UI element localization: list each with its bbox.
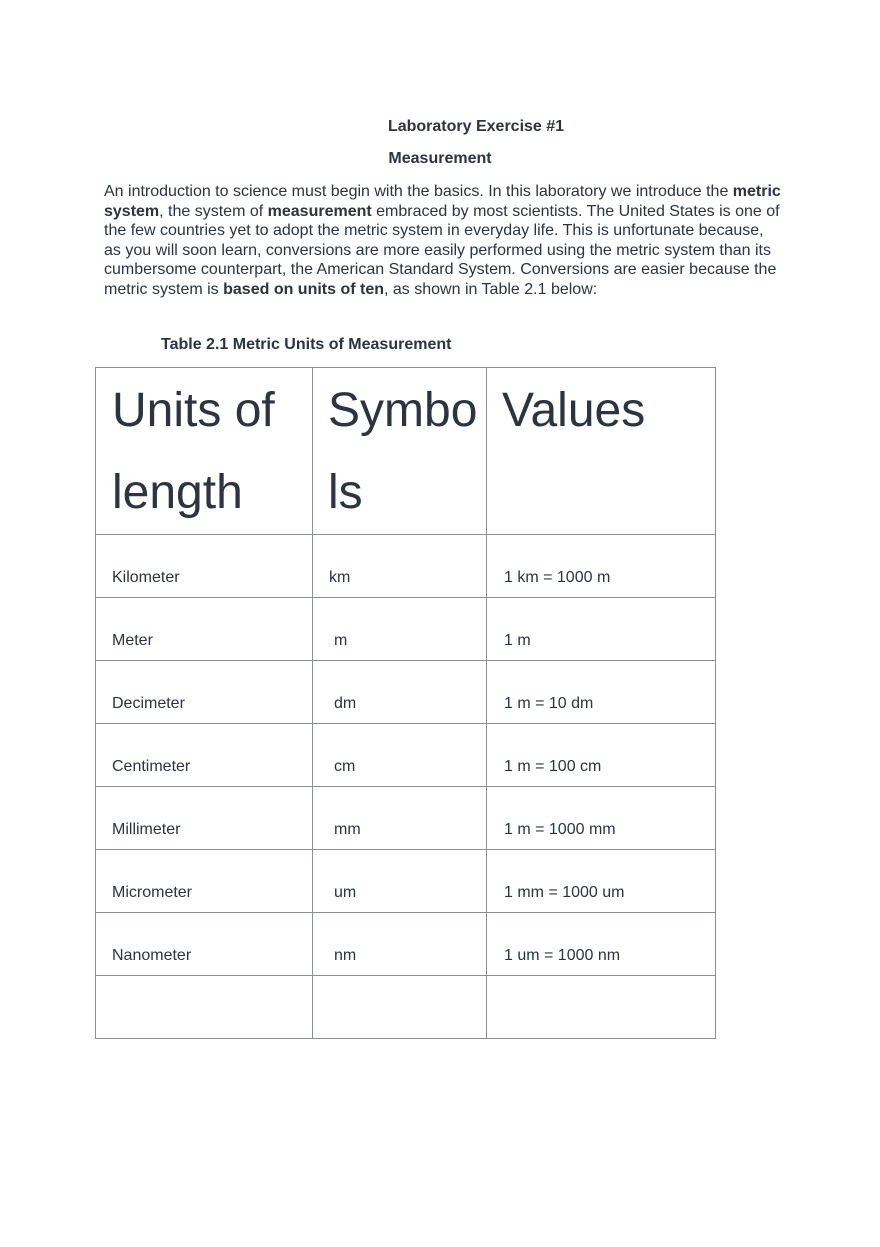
- unit-value-cell: 1 km = 1000 m: [487, 535, 716, 598]
- unit-symbol-cell: um: [313, 850, 487, 913]
- table-row: [96, 850, 716, 913]
- unit-symbol-cell: dm: [313, 661, 487, 724]
- intro-bold-metric-system: metric system: [104, 183, 781, 220]
- unit-symbol-cell: nm: [313, 913, 487, 976]
- empty-cell: [487, 976, 716, 1039]
- page-title: Laboratory Exercise #1: [387, 118, 565, 135]
- unit-name-cell: Centimeter: [96, 724, 313, 787]
- unit-value-cell: 1 m = 1000 mm: [487, 787, 716, 850]
- intro-text: , as shown in Table 2.1 below:: [384, 280, 598, 298]
- metric-units-table: [95, 367, 716, 1039]
- table-row: [96, 913, 716, 976]
- unit-value-cell: 1 m: [487, 598, 716, 661]
- table-row-empty: [96, 976, 716, 1039]
- unit-name-cell: Kilometer: [96, 535, 313, 598]
- unit-name-cell: Decimeter: [96, 661, 313, 724]
- header-values: Values: [487, 368, 716, 535]
- empty-cell: [96, 976, 313, 1039]
- intro-paragraph: [104, 182, 784, 300]
- header-units-of-length: Units of length: [96, 368, 313, 535]
- intro-bold-units-of-ten: based on units of ten: [223, 280, 385, 298]
- unit-name-cell: Nanometer: [96, 913, 313, 976]
- intro-text: , the system of: [159, 202, 268, 220]
- intro-text: embraced by most scientists. The United States is one of the few countries yet to adopt the metric system in everyday life. This is unfortunate because, as you will soon learn, conversions are more easily performed using the metric system than its cumbersome counterpart, the American Standard System. Conversions are easier because the metric system is: [104, 202, 780, 298]
- intro-bold-measurement: measurement: [267, 202, 372, 220]
- table-row: [96, 598, 716, 661]
- unit-name-cell: Micrometer: [96, 850, 313, 913]
- intro-text: An introduction to science must begin with the basics. In this laboratory we introduce the: [104, 183, 733, 200]
- unit-value-cell: 1 um = 1000 nm: [487, 913, 716, 976]
- table-row: [96, 661, 716, 724]
- unit-symbol-cell: cm: [313, 724, 487, 787]
- unit-value-cell: 1 m = 10 dm: [487, 661, 716, 724]
- unit-symbol-cell: mm: [313, 787, 487, 850]
- unit-name-cell: Millimeter: [96, 787, 313, 850]
- empty-cell: [313, 976, 487, 1039]
- header-symbols: Symbols: [313, 368, 487, 535]
- unit-value-cell: 1 mm = 1000 um: [487, 850, 716, 913]
- table-header-row: [96, 368, 716, 535]
- page-subtitle: Measurement: [388, 150, 492, 167]
- unit-value-cell: 1 m = 100 cm: [487, 724, 716, 787]
- table-row: [96, 787, 716, 850]
- unit-symbol-cell: m: [313, 598, 487, 661]
- unit-symbol-cell: km: [313, 535, 487, 598]
- table-caption: Table 2.1 Metric Units of Measurement: [161, 336, 452, 353]
- table-row: [96, 535, 716, 598]
- table-row: [96, 724, 716, 787]
- unit-name-cell: Meter: [96, 598, 313, 661]
